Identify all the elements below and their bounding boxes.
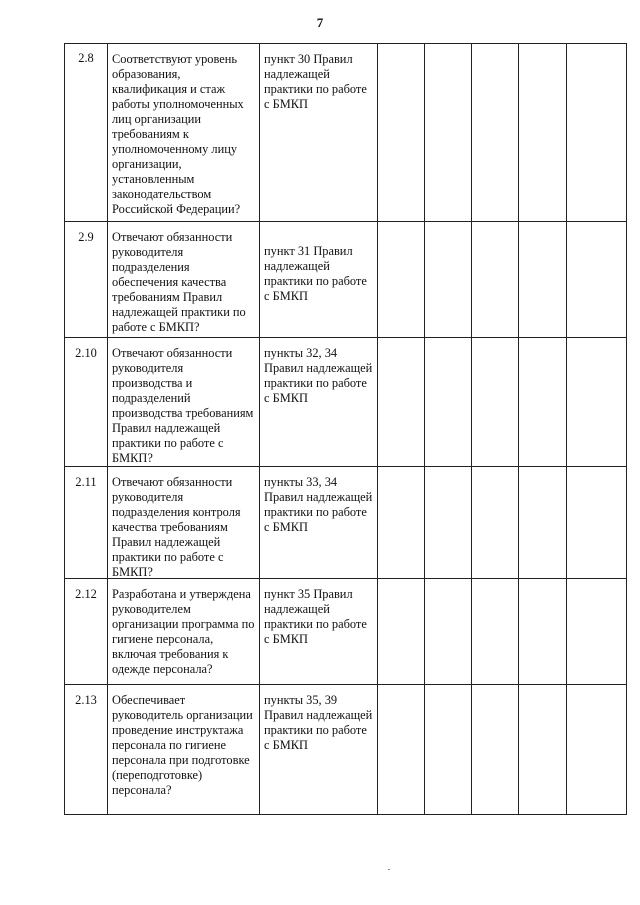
notes-cell bbox=[567, 222, 627, 338]
answer-cell-4 bbox=[519, 685, 567, 815]
answer-cell-1 bbox=[378, 222, 425, 338]
answer-cell-4 bbox=[519, 338, 567, 467]
answer-cell-3 bbox=[472, 44, 519, 222]
row-number: 2.9 bbox=[65, 222, 108, 338]
answer-cell-2 bbox=[425, 44, 472, 222]
answer-cell-2 bbox=[425, 338, 472, 467]
row-number: 2.12 bbox=[65, 579, 108, 685]
answer-cell-2 bbox=[425, 579, 472, 685]
row-number: 2.11 bbox=[65, 467, 108, 579]
legal-reference: пункт 30 Правил надлежащей практики по работе с БМКП bbox=[260, 44, 378, 222]
answer-cell-1 bbox=[378, 467, 425, 579]
answer-cell-2 bbox=[425, 222, 472, 338]
row-number: 2.13 bbox=[65, 685, 108, 815]
answer-cell-3 bbox=[472, 467, 519, 579]
answer-cell-1 bbox=[378, 579, 425, 685]
notes-cell bbox=[567, 338, 627, 467]
legal-reference: пункт 31 Правил надлежащей практики по работе с БМКП bbox=[260, 222, 378, 338]
answer-cell-2 bbox=[425, 467, 472, 579]
legal-reference: пункты 32, 34 Правил надлежащей практики по работе с БМКП bbox=[260, 338, 378, 467]
question-text: Соответствуют уровень образования, квалификация и стаж работы уполномоченных лиц организации требованиям к уполномоченному лицу организации, установленным законодательством Российской Федерации? bbox=[108, 44, 260, 222]
legal-reference: пункты 35, 39 Правил надлежащей практики по работе с БМКП bbox=[260, 685, 378, 815]
question-text: Обеспечивает руководитель организации проведение инструктажа персонала по гигиене персонала при подготовке (переподготовке) персонала? bbox=[108, 685, 260, 815]
question-text: Отвечают обязанности руководителя производства и подразделений производства требованиям Правил надлежащей практики по работе с БМКП? bbox=[108, 338, 260, 467]
answer-cell-3 bbox=[472, 579, 519, 685]
scan-speck bbox=[388, 869, 390, 870]
legal-reference: пункт 35 Правил надлежащей практики по работе с БМКП bbox=[260, 579, 378, 685]
answer-cell-3 bbox=[472, 685, 519, 815]
answer-cell-2 bbox=[425, 685, 472, 815]
notes-cell bbox=[567, 44, 627, 222]
answer-cell-3 bbox=[472, 222, 519, 338]
answer-cell-3 bbox=[472, 338, 519, 467]
checklist-table bbox=[64, 43, 627, 815]
row-number: 2.8 bbox=[65, 44, 108, 222]
answer-cell-1 bbox=[378, 44, 425, 222]
notes-cell bbox=[567, 685, 627, 815]
notes-cell bbox=[567, 579, 627, 685]
answer-cell-4 bbox=[519, 222, 567, 338]
legal-reference: пункты 33, 34 Правил надлежащей практики по работе с БМКП bbox=[260, 467, 378, 579]
question-text: Отвечают обязанности руководителя подразделения обеспечения качества требованиям Правил надлежащей практики по работе с БМКП? bbox=[108, 222, 260, 338]
row-number: 2.10 bbox=[65, 338, 108, 467]
notes-cell bbox=[567, 467, 627, 579]
question-text: Разработана и утверждена руководителем организации программа по гигиене персонала, включая требования к одежде персонала? bbox=[108, 579, 260, 685]
answer-cell-1 bbox=[378, 338, 425, 467]
answer-cell-1 bbox=[378, 685, 425, 815]
answer-cell-4 bbox=[519, 579, 567, 685]
answer-cell-4 bbox=[519, 467, 567, 579]
question-text: Отвечают обязанности руководителя подразделения контроля качества требованиям Правил надлежащей практики по работе с БМКП? bbox=[108, 467, 260, 579]
page-number: 7 bbox=[316, 15, 324, 30]
answer-cell-4 bbox=[519, 44, 567, 222]
